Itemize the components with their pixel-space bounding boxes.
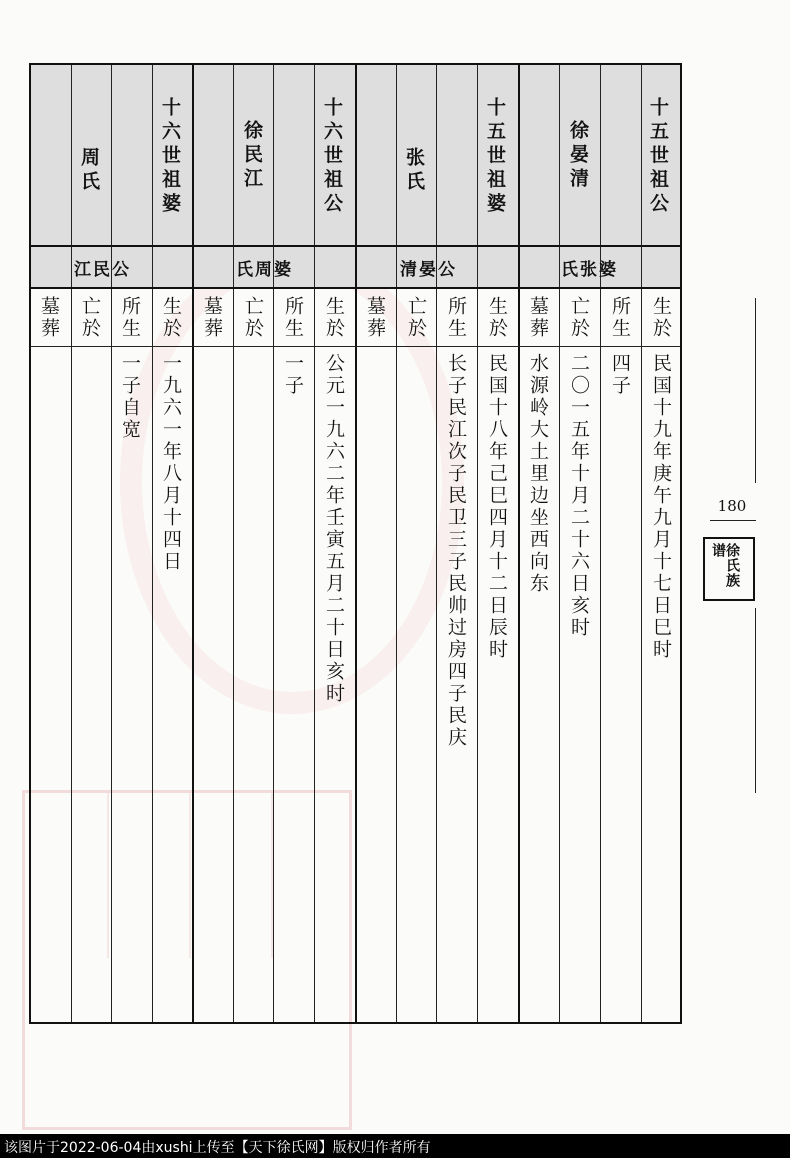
spouse-label-1: 氏张婆 [561,260,618,280]
label-children-2: 所生 [445,296,467,340]
page-number: 180 [717,497,747,515]
label-burial-4: 墓葬 [38,296,60,340]
label-children-3: 所生 [282,296,304,340]
header-name-3: 徐民江 [241,120,263,192]
label-burial-1: 墓葬 [527,296,549,340]
upload-footer [0,1134,790,1158]
header-generation-3: 十六世祖公 [321,97,343,217]
header-name-4: 周氏 [78,147,100,195]
record-3-born: 公元一九六二年壬寅五月二十日亥时 [323,353,345,705]
record-4-born: 一九六一年八月十四日 [160,353,182,573]
label-died-3: 亡於 [242,296,264,340]
genealogy-logo [703,537,755,601]
record-1-children: 四子 [609,353,631,397]
logo-text: 徐氏族谱 [710,543,740,588]
header-generation-1: 十五世祖公 [647,97,669,217]
record-2-born: 民国十八年己巳四月十二日辰时 [486,353,508,661]
page-number-underline [710,520,756,521]
header-name-2: 张氏 [403,147,425,195]
record-1-died: 二〇一五年十月二十六日亥时 [568,353,590,639]
label-born-2: 生於 [486,296,508,340]
header-name-1: 徐晏清 [567,120,589,192]
margin-rule-bottom [755,608,756,793]
label-children-1: 所生 [609,296,631,340]
label-burial-3: 墓葬 [201,296,223,340]
record-2-children: 长子民江次子民卫三子民帅过房四子民庆 [445,353,467,749]
spouse-label-3: 氏周婆 [236,260,293,280]
label-burial-2: 墓葬 [364,296,386,340]
record-3-children: 一子 [282,353,304,397]
header-generation-2: 十五世祖婆 [484,97,506,217]
label-died-2: 亡於 [405,296,427,340]
label-born-4: 生於 [160,296,182,340]
label-children-4: 所生 [119,296,141,340]
record-1-born: 民国十九年庚午九月十七日巳时 [650,353,672,661]
spouse-label-4: 江民公 [74,260,131,280]
footer-text: 该图片于2022-06-04由xushi上传至【天下徐氏网】版权归作者所有 [4,1140,431,1156]
record-1-burial: 水源岭大土里边坐西向东 [527,353,549,595]
label-born-1: 生於 [650,296,672,340]
label-born-3: 生於 [323,296,345,340]
record-4-children: 一子自宽 [119,353,141,441]
genealogy-table [29,63,682,1024]
header-generation-4: 十六世祖婆 [159,97,181,217]
margin-rule-top [755,298,756,483]
label-died-1: 亡於 [568,296,590,340]
label-died-4: 亡於 [79,296,101,340]
spouse-label-2: 清晏公 [400,260,457,280]
